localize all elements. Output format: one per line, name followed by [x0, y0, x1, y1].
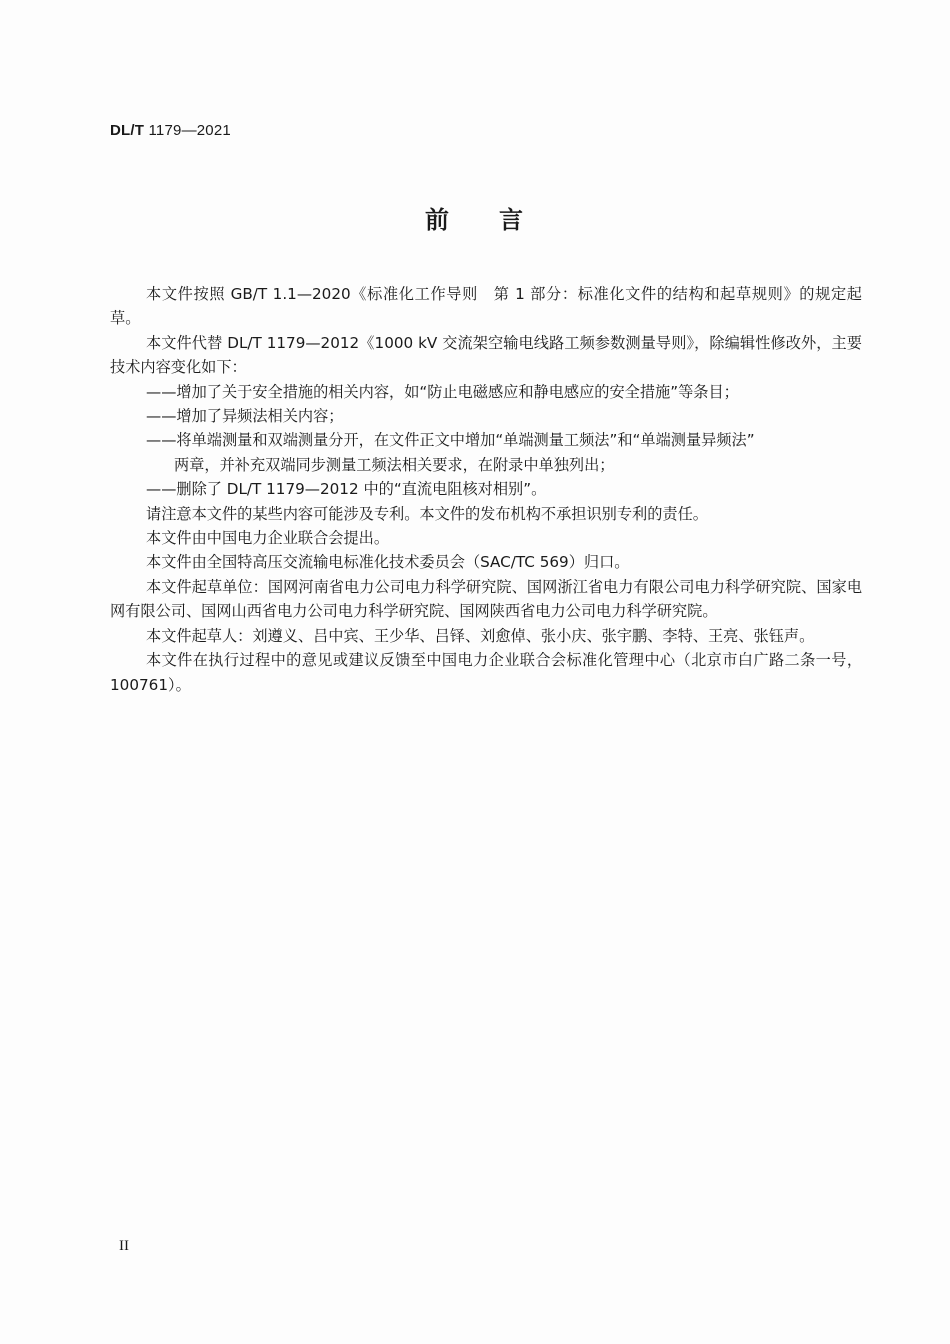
document-code-number: 1179—2021 [144, 122, 231, 139]
page-title [0, 200, 950, 235]
change-item-measurement-split-line1: ——将单端测量和双端测量分开，在文件正文中增加“单端测量工频法”和“单端测量异频法” [146, 431, 755, 450]
document-code-prefix: DL/T [110, 122, 145, 139]
change-item-measurement-split-line2: 两章，并补充双端同步测量工频法相关要求，在附录中单独列出； [174, 455, 615, 474]
paragraph-drafters: 本文件起草人：刘遵义、吕中宾、王少华、吕铎、刘愈倬、张小庆、张宇鹏、李特、王亮、张钰声。 [146, 626, 815, 645]
page-number: II [119, 1238, 129, 1254]
foreword-body [110, 282, 862, 697]
change-item-deleted: ——删除了 DL/T 1179—2012 中的“直流电阻核对相别”。 [146, 480, 547, 499]
change-item-measurement-split [110, 428, 862, 477]
paragraph-feedback: 本文件在执行过程中的意见或建议反馈至中国电力企业联合会标准化管理中心（北京市白广路二条一号，100761）。 [110, 651, 862, 694]
change-item-variable-frequency: ——增加了异频法相关内容； [146, 407, 344, 426]
paragraph-proposer: 本文件由中国电力企业联合会提出。 [146, 529, 389, 548]
paragraph-patent-notice: 请注意本文件的某些内容可能涉及专利。本文件的发布机构不承担识别专利的责任。 [146, 504, 708, 523]
change-item-safety: ——增加了关于安全措施的相关内容，如“防止电磁感应和静电感应的安全措施”等条目； [146, 382, 739, 401]
paragraph-administrator: 本文件由全国特高压交流输电标准化技术委员会（SAC/TC 569）归口。 [146, 553, 630, 572]
title-char-1: 前 [425, 206, 451, 234]
title-char-2: 言 [499, 206, 525, 234]
paragraph-drafting-basis: 本文件按照 GB/T 1.1—2020《标准化工作导则 第 1 部分：标准化文件的结构和起草规则》的规定起草。 [110, 285, 862, 328]
paragraph-drafting-units: 本文件起草单位：国网河南省电力公司电力科学研究院、国网浙江省电力有限公司电力科学研究院、国家电网有限公司、国网山西省电力公司电力科学研究院、国网陕西省电力公司电力科学研究院。 [110, 577, 862, 621]
paragraph-replacement: 本文件代替 DL/T 1179—2012《1000 kV 交流架空输电线路工频参数测量导则》，除编辑性修改外，主要技术内容变化如下： [110, 333, 862, 377]
document-code [110, 122, 231, 139]
